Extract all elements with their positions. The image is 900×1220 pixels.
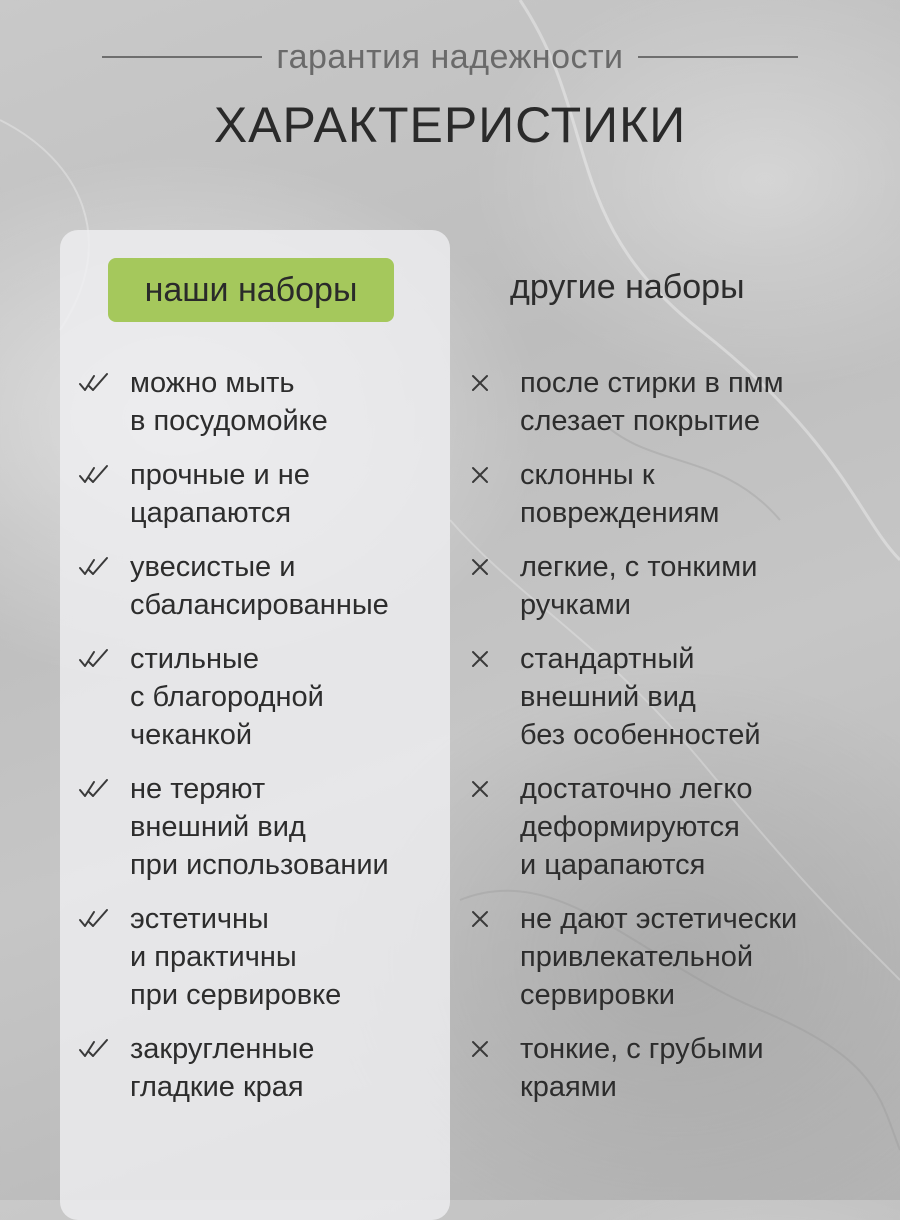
our-set-item-text: прочные и не царапаются [130, 459, 310, 529]
our-set-item-text: не теряют внешний вид при использовании [130, 773, 389, 881]
our-set-item [78, 770, 448, 884]
other-set-item [468, 1030, 893, 1106]
double-check-icon [78, 900, 130, 938]
other-set-item-text: склонны к повреждениям [520, 459, 720, 529]
other-set-item [468, 770, 893, 884]
double-check-icon [78, 364, 130, 402]
our-set-item-text: эстетичны и практичны при сервировке [130, 903, 342, 1011]
double-check-icon [78, 548, 130, 586]
our-sets-heading: наши наборы [108, 258, 394, 322]
other-set-item [468, 364, 893, 440]
cross-icon [468, 456, 520, 494]
cross-icon [468, 548, 520, 586]
other-set-item [468, 456, 893, 532]
our-set-item [78, 548, 448, 624]
our-set-item [78, 364, 448, 440]
other-set-item-text: не дают эстетически привлекательной сервировки [520, 903, 798, 1011]
other-set-item-text: тонкие, с грубыми краями [520, 1033, 764, 1103]
subtitle-row [0, 40, 900, 74]
divider-line-right [638, 56, 798, 58]
other-sets-list [468, 364, 893, 1122]
our-set-item [78, 900, 448, 1014]
our-set-item-text: закругленные гладкие края [130, 1033, 315, 1103]
our-set-item-text: стильные с благородной чеканкой [130, 643, 324, 751]
other-set-item-text: стандартный внешний вид без особенностей [520, 643, 761, 751]
our-set-item [78, 1030, 448, 1106]
header [0, 38, 900, 153]
our-set-item [78, 456, 448, 532]
page-title: ХАРАКТЕРИСТИКИ [213, 97, 687, 153]
divider-line-left [102, 56, 262, 58]
cross-icon [468, 770, 520, 808]
double-check-icon [78, 770, 130, 808]
other-set-item [468, 900, 893, 1014]
other-set-item-text: легкие, с тонкими ручками [520, 551, 758, 621]
our-set-item-text: можно мыть в посудомойке [130, 367, 328, 437]
double-check-icon [78, 456, 130, 494]
our-set-item-text: увесистые и сбалансированные [130, 551, 389, 621]
other-set-item [468, 548, 893, 624]
other-sets-heading: другие наборы [510, 268, 745, 306]
our-sets-list [78, 364, 448, 1122]
cross-icon [468, 1030, 520, 1068]
other-set-item-text: после стирки в пмм слезает покрытие [520, 367, 784, 437]
double-check-icon [78, 640, 130, 678]
other-set-item-text: достаточно легко деформируются и царапаются [520, 773, 753, 881]
cross-icon [468, 900, 520, 938]
cross-icon [468, 364, 520, 402]
our-set-item [78, 640, 448, 754]
subtitle: гарантия надежности [276, 38, 624, 76]
double-check-icon [78, 1030, 130, 1068]
other-set-item [468, 640, 893, 754]
cross-icon [468, 640, 520, 678]
